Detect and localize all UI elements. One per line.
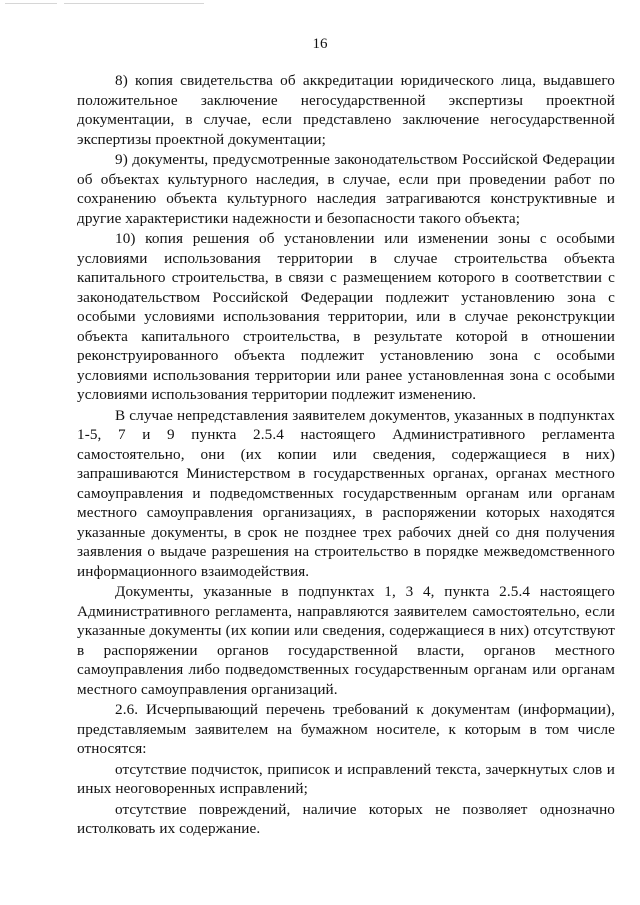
page-number: 16 <box>312 36 328 52</box>
paragraph-item-9: 9) документы, предусмотренные законодательством Российской Федерации об объектах культурного наследия, в случае, если при проведении работ по сохранению объекта культурного наследия затрагиваются конструктивные и другие характеристики надежности и безопасности такого объекта; <box>77 151 615 227</box>
document-body <box>77 71 615 839</box>
paragraph-item-10: 10) копия решения об установлении или изменении зоны с особыми условиями использования территории в случае строительства объекта капитального строительства, в связи с размещением которого в соответствии с законодательством Российской Федерации подлежит установлению зона с особыми условиями использования территории, или в случае реконструкции объекта капитального строительства, в результате которой в отношении реконструированного объекта подлежит установлению зона с особыми условиями использования территории или ранее установленная зона с особыми условиями использования территории подлежит изменению. <box>77 230 615 403</box>
paragraph-requirement-no-erasures: отсутствие подчисток, приписок и исправлений текста, зачеркнутых слов и иных неоговоренных исправлений; <box>77 760 615 797</box>
paragraph-section-2-6: 2.6. Исчерпывающий перечень требований к документам (информации), представляемым заявителем на бумажном носителе, к которым в том числе относятся: <box>77 701 615 757</box>
paragraph-non-submission: В случае непредставления заявителем документов, указанных в подпунктах 1-5, 7 и 9 пункта 2.5.4 настоящего Административного регламента самостоятельно, они (их копии или сведения, содержащиеся в них) запрашиваются Министерством в государственных органах, органах местного самоуправления и подведомственных государственным органам или органам местного самоуправления организациях, в распоряжении которых находятся указанные документы, в срок не позднее трех рабочих дней со дня получения заявления о выдаче разрешения на строительство в порядке межведомственного информационного взаимодействия. <box>77 406 615 580</box>
scan-artifact-line <box>5 3 57 4</box>
scan-artifact-line <box>64 3 204 4</box>
paragraph-item-8: 8) копия свидетельства об аккредитации юридического лица, выдавшего положительное заключение негосударственной экспертизы проектной документации, в случае, если представлено заключение негосударственной экспертизы проектной документации; <box>77 72 615 148</box>
paragraph-requirement-no-damage: отсутствие повреждений, наличие которых не позволяет однозначно истолковать их содержание. <box>77 800 615 837</box>
paragraph-documents-self-submitted: Документы, указанные в подпунктах 1, 3 4, пункта 2.5.4 настоящего Административного регламента, направляются заявителем самостоятельно, если указанные документы (их копии или сведения, содержащиеся в них) отсутствуют в распоряжении органов государственной власти, органов местного самоуправления либо подведомственных государственным органам или органам местного самоуправления организаций. <box>77 583 615 698</box>
